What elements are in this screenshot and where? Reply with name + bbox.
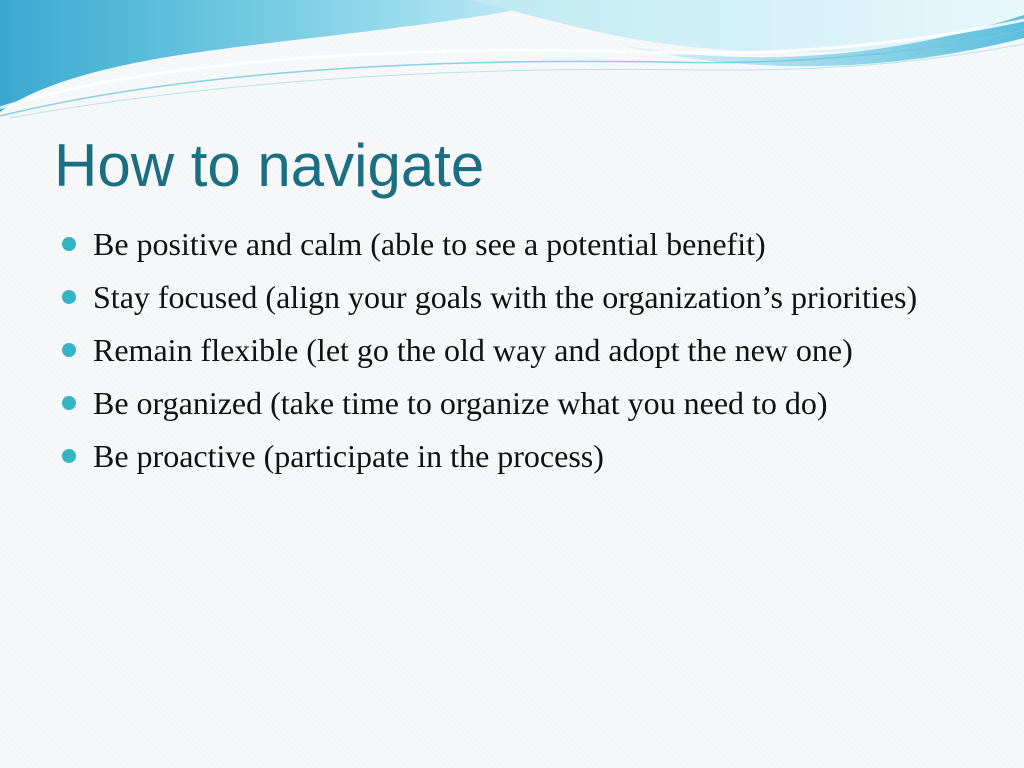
list-item xyxy=(62,222,962,266)
bullet-list xyxy=(62,222,962,487)
bullet-text: Be organized (take time to organize what you need to do) xyxy=(93,385,828,421)
slide-title: How to navigate xyxy=(54,132,485,199)
bullet-text: Stay focused (align your goals with the organization’s priorities) xyxy=(93,279,918,315)
list-item xyxy=(62,275,962,319)
bullet-dot-icon xyxy=(62,290,76,304)
bullet-dot-icon xyxy=(62,343,76,357)
list-item xyxy=(62,328,962,372)
list-item xyxy=(62,381,962,425)
bullet-dot-icon xyxy=(62,237,76,251)
bullet-dot-icon xyxy=(62,449,76,463)
list-item xyxy=(62,434,962,478)
wave-banner xyxy=(0,0,1024,130)
bullet-text: Be proactive (participate in the process) xyxy=(93,438,604,474)
bullet-text: Be positive and calm (able to see a potential benefit) xyxy=(93,226,766,262)
bullet-dot-icon xyxy=(62,396,76,410)
bullet-text: Remain flexible (let go the old way and adopt the new one) xyxy=(93,332,853,368)
